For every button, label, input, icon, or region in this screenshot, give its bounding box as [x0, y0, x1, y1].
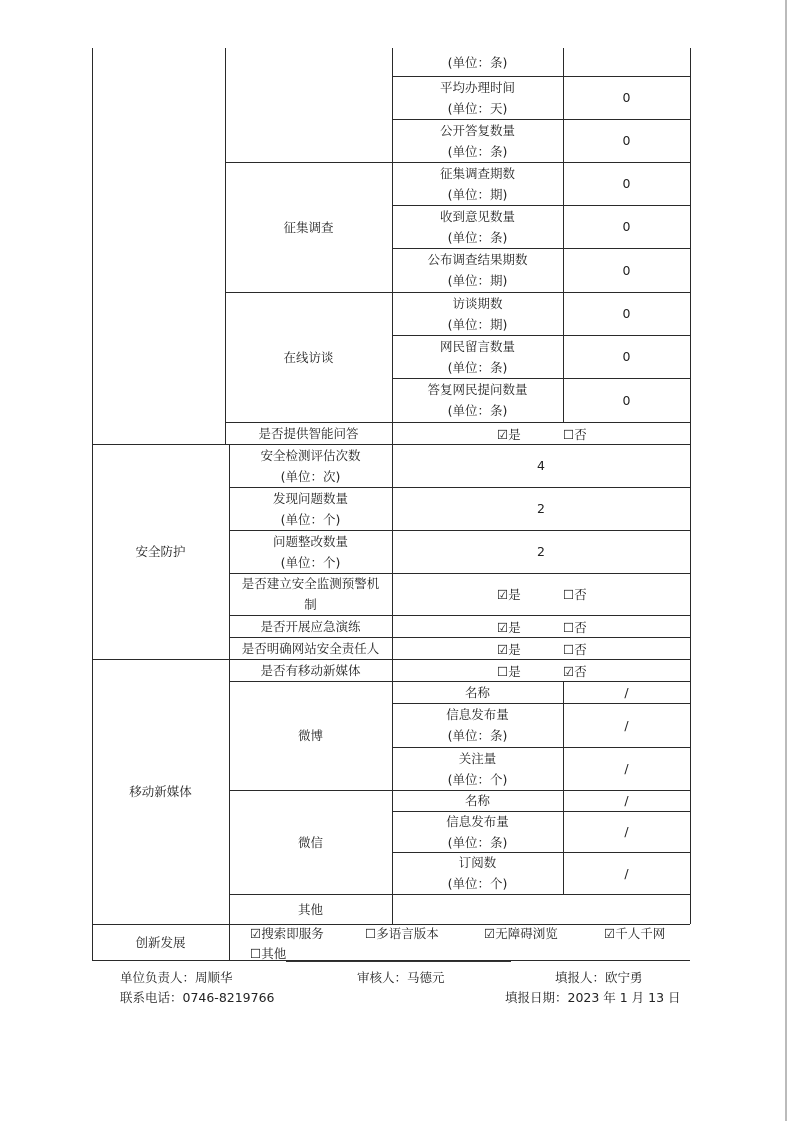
responsible-no-checkbox[interactable]: ☐否 — [563, 642, 587, 657]
public-reply-unit: (单位：条) — [447, 143, 508, 159]
wechat-subscribers-value — [563, 852, 690, 894]
has-mobile-no-checkbox[interactable]: ☑否 — [563, 664, 587, 679]
issues-found-number: 2 — [537, 501, 545, 516]
footer-date: 填报日期：2023 年 1 月 13 日 — [505, 990, 681, 1005]
has-mobile-yes-checkbox[interactable]: ☐是 — [497, 664, 521, 679]
avg-time-number: 0 — [622, 90, 631, 105]
survey-periods-unit: (单位：期) — [447, 186, 508, 202]
interview-periods-unit: (单位：期) — [447, 316, 508, 332]
mobile-label-text: 移动新媒体 — [129, 784, 192, 799]
wechat-name-slash: / — [624, 793, 629, 808]
survey-results-number: 0 — [622, 262, 631, 278]
weibo-label — [229, 681, 392, 790]
smart-qa-label — [225, 422, 392, 444]
issues-fixed-name: 问题整改数量 — [272, 533, 348, 549]
interview-messages-unit: (单位：条) — [447, 359, 508, 375]
weibo-posts-name: 信息发布量 — [446, 707, 509, 722]
issues-found-unit: (单位：个) — [280, 511, 341, 527]
issues-found-label — [229, 487, 392, 530]
survey-opinions-label — [392, 205, 563, 248]
innovation-search-checkbox[interactable]: ☑搜索即服务 — [250, 926, 324, 941]
public-reply-name: 公开答复数量 — [439, 122, 515, 138]
survey-results-label — [392, 248, 563, 292]
warning-no-checkbox[interactable]: ☐否 — [563, 587, 587, 602]
interview-section-label — [225, 292, 392, 422]
responsible-yes-checkbox[interactable]: ☑是 — [497, 642, 521, 657]
weibo-followers-slash: / — [624, 761, 629, 776]
survey-periods-name: 征集调查期数 — [439, 165, 515, 181]
innovation-other-underline — [286, 949, 511, 962]
weibo-name-text: 名称 — [464, 684, 490, 700]
interview-periods-value — [563, 292, 690, 335]
unit-label — [392, 48, 563, 76]
interview-messages-number: 0 — [622, 349, 631, 364]
interview-messages-label — [392, 335, 563, 378]
weibo-followers-name: 关注量 — [458, 750, 497, 766]
public-reply-number: 0 — [622, 133, 631, 148]
avg-time-value — [563, 76, 690, 119]
survey-opinions-number: 0 — [622, 219, 631, 234]
security-label-text: 安全防护 — [135, 544, 186, 559]
wechat-subscribers-name: 订阅数 — [458, 855, 497, 870]
innovation-label-text: 创新发展 — [135, 934, 186, 950]
innovation-accessible-checkbox[interactable]: ☑无障碍浏览 — [484, 926, 558, 941]
survey-results-unit: (单位：期) — [447, 273, 508, 288]
weibo-name-slash: / — [624, 684, 629, 700]
survey-section-label — [225, 162, 392, 292]
weibo-posts-unit: (单位：条) — [447, 728, 508, 743]
smart-qa-yes-checkbox[interactable]: ☑是 — [497, 427, 521, 442]
interview-answers-label — [392, 378, 563, 422]
drills-no-checkbox[interactable]: ☐否 — [563, 620, 587, 635]
footer-reviewer: 审核人：马德元 — [357, 970, 445, 985]
weibo-posts-label — [392, 703, 563, 747]
innovation-section-label — [92, 924, 229, 960]
issues-fixed-label — [229, 530, 392, 573]
innovation-other-field[interactable] — [250, 944, 511, 962]
survey-results-value — [563, 248, 690, 292]
interview-periods-number: 0 — [622, 306, 631, 321]
mobile-section-label — [92, 659, 229, 924]
wechat-name-label — [392, 790, 563, 811]
weibo-posts-slash: / — [624, 717, 629, 733]
issues-found-value — [392, 487, 690, 530]
avg-time-unit: (单位：天) — [447, 100, 508, 116]
assessments-name: 安全检测评估次数 — [260, 447, 361, 463]
issues-fixed-number: 2 — [537, 544, 545, 559]
public-reply-label — [392, 119, 563, 162]
wechat-subscribers-label — [392, 852, 563, 894]
interview-answers-value — [563, 378, 690, 422]
has-mobile-name: 是否有移动新媒体 — [260, 662, 361, 678]
survey-opinions-unit: (单位：条) — [447, 229, 508, 245]
interview-periods-label — [392, 292, 563, 335]
drills-label — [229, 615, 392, 637]
footer-responsible: 单位负责人：周顺华 — [120, 970, 233, 985]
warning-mechanism-name-1: 是否建立安全监测预警机 — [241, 576, 380, 591]
wechat-posts-unit: (单位：条) — [447, 834, 508, 850]
weibo-label-text: 微博 — [297, 728, 323, 743]
survey-label-text: 征集调查 — [283, 219, 334, 235]
weibo-followers-label — [392, 747, 563, 790]
survey-opinions-name: 收到意见数量 — [439, 208, 515, 224]
weibo-name-value — [563, 681, 690, 703]
security-section-label — [92, 444, 229, 659]
assessments-label — [229, 444, 392, 487]
assessments-unit: (单位：次) — [280, 468, 341, 484]
wechat-posts-slash: / — [624, 824, 629, 839]
other-media-name: 其他 — [297, 901, 323, 917]
interview-answers-name: 答复网民提问数量 — [427, 382, 528, 397]
interview-messages-value — [563, 335, 690, 378]
wechat-name-value — [563, 790, 690, 811]
footer-phone: 联系电话：0746-8219766 — [120, 990, 275, 1005]
innovation-other-checkbox[interactable]: ☐其他 — [250, 946, 287, 961]
weibo-followers-value — [563, 747, 690, 790]
warning-mechanism-label — [229, 573, 392, 615]
warning-mechanism-name-2: 制 — [304, 597, 317, 612]
smart-qa-no-checkbox[interactable]: ☐否 — [563, 427, 587, 442]
innovation-personalized-checkbox[interactable]: ☑千人千网 — [604, 926, 666, 941]
smart-qa-name: 是否提供智能问答 — [258, 425, 359, 441]
weibo-posts-value — [563, 703, 690, 747]
wechat-label — [229, 790, 392, 894]
innovation-multilang-checkbox[interactable]: ☐多语言版本 — [365, 926, 439, 941]
drills-name: 是否开展应急演练 — [260, 618, 361, 634]
assessments-value — [392, 444, 690, 487]
weibo-followers-unit: (单位：个) — [447, 771, 508, 787]
public-reply-value — [563, 119, 690, 162]
survey-results-name: 公布调查结果期数 — [427, 252, 528, 267]
footer-filler: 填报人：欧宁勇 — [555, 970, 643, 985]
wechat-label-text: 微信 — [297, 834, 323, 850]
issues-fixed-value — [392, 530, 690, 573]
page-edge-shadow — [785, 0, 787, 1121]
drills-yes-checkbox[interactable]: ☑是 — [497, 620, 521, 635]
interview-answers-unit: (单位：条) — [447, 403, 508, 418]
survey-periods-number: 0 — [622, 176, 631, 191]
assessments-number: 4 — [537, 458, 545, 473]
wechat-posts-value — [563, 811, 690, 852]
wechat-subscribers-unit: (单位：个) — [447, 876, 508, 891]
survey-periods-value — [563, 162, 690, 205]
interview-answers-number: 0 — [622, 392, 631, 408]
survey-periods-label — [392, 162, 563, 205]
survey-opinions-value — [563, 205, 690, 248]
wechat-posts-label — [392, 811, 563, 852]
warning-yes-checkbox[interactable]: ☑是 — [497, 587, 521, 602]
unit-text: (单位：条) — [447, 54, 508, 70]
issues-fixed-unit: (单位：个) — [280, 554, 341, 570]
interview-messages-name: 网民留言数量 — [439, 338, 515, 354]
weibo-name-label — [392, 681, 563, 703]
interview-label-text: 在线访谈 — [283, 349, 334, 365]
responsible-label — [229, 637, 392, 659]
avg-time-label — [392, 76, 563, 119]
wechat-subscribers-slash: / — [624, 865, 629, 881]
issues-found-name: 发现问题数量 — [272, 490, 348, 506]
interview-periods-name: 访谈期数 — [452, 295, 503, 311]
wechat-name-text: 名称 — [464, 793, 490, 808]
other-media-label — [229, 894, 392, 924]
has-mobile-label — [229, 659, 392, 681]
avg-time-name: 平均办理时间 — [439, 79, 515, 95]
wechat-posts-name: 信息发布量 — [446, 813, 509, 829]
responsible-name: 是否明确网站安全责任人 — [241, 640, 380, 656]
